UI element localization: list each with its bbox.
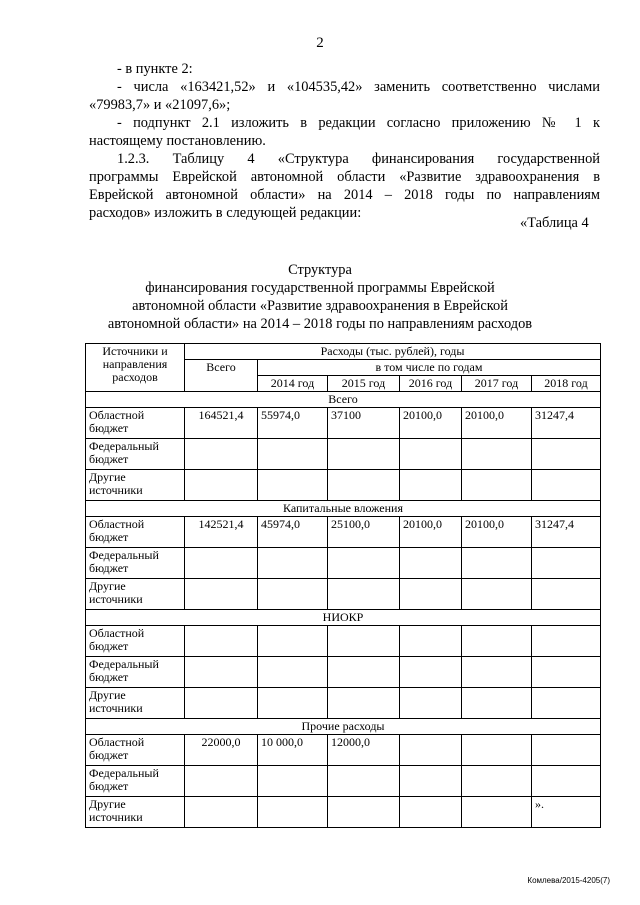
table-cell <box>185 688 258 719</box>
table-cell <box>400 766 462 797</box>
table-cell <box>185 439 258 470</box>
table-cell <box>185 470 258 501</box>
table-cell <box>258 657 328 688</box>
section-header-row <box>86 392 601 408</box>
table-cell <box>258 470 328 501</box>
row-label: Другие источники <box>86 470 185 501</box>
table-cell <box>185 657 258 688</box>
table-cell <box>328 766 400 797</box>
section-title: Капитальные вложения <box>86 501 601 517</box>
row-label: Областной бюджет <box>86 517 185 548</box>
table-cell <box>400 579 462 610</box>
header-year: 2016 год <box>400 376 462 392</box>
table-cell <box>400 548 462 579</box>
table-cell <box>258 548 328 579</box>
page-number: 2 <box>316 35 324 51</box>
table-row <box>86 688 601 719</box>
header-year: 2017 год <box>462 376 532 392</box>
table-row <box>86 548 601 579</box>
table-cell <box>185 548 258 579</box>
text-line: «Таблица 4 <box>520 215 589 231</box>
text-line: расходов» изложить в следующей редакции: <box>89 205 362 221</box>
text-line: программы Еврейской автономной области «Развитие здравоохранения в <box>89 169 600 185</box>
header-year: 2015 год <box>328 376 400 392</box>
table-cell <box>258 439 328 470</box>
table-cell <box>532 735 601 766</box>
table-cell <box>328 548 400 579</box>
header-source: Источники и направления расходов <box>86 344 185 392</box>
table-title-line: автономной области «Развитие здравоохранения в Еврейской <box>132 298 508 314</box>
table-cell <box>532 688 601 719</box>
table-cell <box>328 688 400 719</box>
text-line: 1.2.3. Таблицу 4 «Структура финансирования государственной <box>117 151 600 167</box>
table-cell <box>462 439 532 470</box>
table-cell <box>185 797 258 828</box>
table-cell: 12000,0 <box>328 735 400 766</box>
table-cell <box>258 626 328 657</box>
table-cell <box>462 688 532 719</box>
table-cell <box>328 470 400 501</box>
table-cell: 31247,4 <box>532 517 601 548</box>
table-cell <box>462 657 532 688</box>
table-cell: 20100,0 <box>462 517 532 548</box>
table-row <box>86 766 601 797</box>
table-cell <box>258 579 328 610</box>
table-row <box>86 579 601 610</box>
header-year: 2018 год <box>532 376 601 392</box>
table-cell <box>328 579 400 610</box>
table-cell <box>328 439 400 470</box>
table-cell <box>328 657 400 688</box>
table-cell: 164521,4 <box>185 408 258 439</box>
table-cell: 25100,0 <box>328 517 400 548</box>
row-label: Другие источники <box>86 579 185 610</box>
table-cell <box>185 766 258 797</box>
table-cell <box>532 766 601 797</box>
table-title-line: финансирования государственной программы Еврейской <box>145 280 495 296</box>
table-cell <box>532 626 601 657</box>
table-row <box>86 470 601 501</box>
table-cell: 20100,0 <box>400 408 462 439</box>
table-row <box>86 439 601 470</box>
table-cell: 22000,0 <box>185 735 258 766</box>
table-cell <box>400 688 462 719</box>
table-cell <box>462 766 532 797</box>
text-line: «79983,7» и «21097,6»; <box>89 97 231 113</box>
table-row <box>86 797 601 828</box>
table-row <box>86 517 601 548</box>
table-cell: 37100 <box>328 408 400 439</box>
table-cell: 20100,0 <box>462 408 532 439</box>
row-label: Федеральный бюджет <box>86 766 185 797</box>
table-title-line: автономной области» на 2014 – 2018 годы по направлениям расходов <box>107 316 533 332</box>
table-cell <box>400 626 462 657</box>
row-label: Федеральный бюджет <box>86 548 185 579</box>
table-row <box>86 735 601 766</box>
text-line: - числа «163421,52» и «104535,42» заменить соответственно числами <box>117 79 600 95</box>
table-cell: 20100,0 <box>400 517 462 548</box>
table-cell <box>462 735 532 766</box>
table-title-line: Структура <box>288 262 352 278</box>
table-cell: 142521,4 <box>185 517 258 548</box>
table-cell: 55974,0 <box>258 408 328 439</box>
row-label: Другие источники <box>86 688 185 719</box>
text-line: настоящему постановлению. <box>89 133 266 149</box>
table-cell <box>532 657 601 688</box>
table-cell: 31247,4 <box>532 408 601 439</box>
table-cell <box>400 735 462 766</box>
row-label: Областной бюджет <box>86 408 185 439</box>
document-footer: Комлева/2015-4205(7) <box>527 876 610 885</box>
table-cell <box>258 766 328 797</box>
table-row <box>86 626 601 657</box>
section-title: Всего <box>86 392 601 408</box>
text-line: - в пункте 2: <box>117 61 193 77</box>
section-header-row <box>86 610 601 626</box>
table-cell <box>532 439 601 470</box>
row-label: Другие источники <box>86 797 185 828</box>
table-cell <box>462 548 532 579</box>
header-year: 2014 год <box>258 376 328 392</box>
header-total: Всего <box>185 360 258 392</box>
section-header-row <box>86 501 601 517</box>
table-row <box>86 657 601 688</box>
table-cell <box>400 439 462 470</box>
table-cell <box>462 797 532 828</box>
table-cell: ». <box>532 797 601 828</box>
row-label: Федеральный бюджет <box>86 657 185 688</box>
section-title: НИОКР <box>86 610 601 626</box>
row-label: Областной бюджет <box>86 626 185 657</box>
header-by-years: в том числе по годам <box>258 360 601 376</box>
table-cell <box>532 579 601 610</box>
table-cell <box>185 579 258 610</box>
table-cell <box>185 626 258 657</box>
financing-table <box>85 343 601 828</box>
table-cell <box>462 579 532 610</box>
row-label: Федеральный бюджет <box>86 439 185 470</box>
table-cell <box>400 797 462 828</box>
table-cell <box>400 470 462 501</box>
text-line: Еврейской автономной области» на 2014 – 2018 годы по направлениям <box>89 187 600 203</box>
table-cell <box>532 548 601 579</box>
table-cell <box>462 626 532 657</box>
table-cell: 45974,0 <box>258 517 328 548</box>
table-cell: 10 000,0 <box>258 735 328 766</box>
section-header-row <box>86 719 601 735</box>
table-cell <box>532 470 601 501</box>
table-header-row <box>86 344 601 360</box>
header-expenses: Расходы (тыс. рублей), годы <box>185 344 601 360</box>
section-title: Прочие расходы <box>86 719 601 735</box>
text-line: - подпункт 2.1 изложить в редакции согласно приложению № 1 к <box>117 115 600 131</box>
table-cell <box>258 688 328 719</box>
table-cell <box>258 797 328 828</box>
row-label: Областной бюджет <box>86 735 185 766</box>
table-cell <box>462 470 532 501</box>
table-row <box>86 408 601 439</box>
table-cell <box>328 797 400 828</box>
table-cell <box>400 657 462 688</box>
table-cell <box>328 626 400 657</box>
